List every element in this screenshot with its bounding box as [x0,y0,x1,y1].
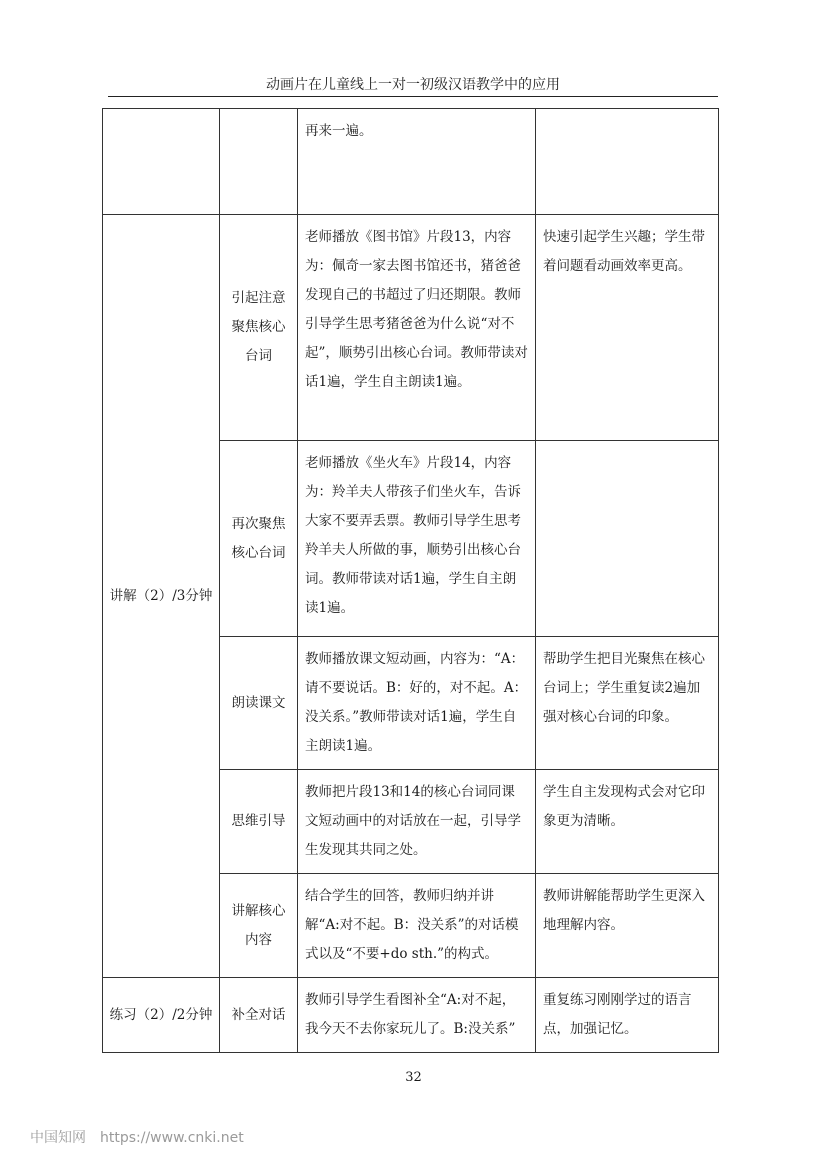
activity-cell: 补全对话 [220,978,298,1053]
table-row [103,109,719,215]
footer-brand: 中国知网 [30,1130,86,1146]
activity-cell [220,109,298,215]
page-header: 动画片在儿童线上一对一初级汉语教学中的应用 [266,77,560,93]
content-cell: 老师播放《图书馆》片段13，内容为：佩奇一家去图书馆还书，猪爸爸发现自己的书超过了归还期限。教师引导学生思考猪爸爸为什么说“对不起”，顺势引出核心台词。教师带读对话1遍，学生自主朗读1遍。 [298,215,536,441]
content-cell: 教师引导学生看图补全“A:对不起，我今天不去你家玩儿了。B:没关系” [298,978,536,1053]
stage-cell-explain: 讲解（2）/3分钟 [103,215,220,978]
purpose-cell: 帮助学生把目光聚焦在核心台词上；学生重复读2遍加强对核心台词的印象。 [536,637,719,770]
purpose-cell: 重复练习刚刚学过的语言点，加强记忆。 [536,978,719,1053]
content-cell: 老师播放《坐火车》片段14，内容为：羚羊夫人带孩子们坐火车，告诉大家不要弄丢票。教师引导学生思考羚羊夫人所做的事，顺势引出核心台词。教师带读对话1遍，学生自主朗读1遍。 [298,441,536,637]
lesson-plan-table [102,108,719,1053]
footer-url[interactable]: https://www.cnki.net [100,1130,244,1146]
purpose-cell: 教师讲解能帮助学生更深入地理解内容。 [536,874,719,978]
activity-cell: 思维引导 [220,770,298,874]
activity-cell: 朗读课文 [220,637,298,770]
stage-cell [103,109,220,215]
activity-cell: 讲解核心内容 [220,874,298,978]
content-cell: 结合学生的回答，教师归纳并讲解“A:对不起。B：没关系”的对话模式以及“不要+do sth.”的构式。 [298,874,536,978]
content-cell: 教师播放课文短动画，内容为：“A：请不要说话。B：好的，对不起。A：没关系。”教师带读对话1遍，学生自主朗读1遍。 [298,637,536,770]
footer-watermark [30,1127,244,1147]
activity-cell: 引起注意聚焦核心台词 [220,215,298,441]
page-number: 32 [405,1070,422,1085]
stage-cell-practice: 练习（2）/2分钟 [103,978,220,1053]
activity-cell: 再次聚焦核心台词 [220,441,298,637]
purpose-cell: 快速引起学生兴趣；学生带着问题看动画效率更高。 [536,215,719,441]
table-row [103,215,719,441]
purpose-cell [536,109,719,215]
purpose-cell: 学生自主发现构式会对它印象更为清晰。 [536,770,719,874]
purpose-cell [536,441,719,637]
content-cell: 再来一遍。 [298,109,536,215]
header-rule [108,96,718,97]
table-row [103,978,719,1053]
content-cell: 教师把片段13和14的核心台词同课文短动画中的对话放在一起，引导学生发现其共同之处。 [298,770,536,874]
